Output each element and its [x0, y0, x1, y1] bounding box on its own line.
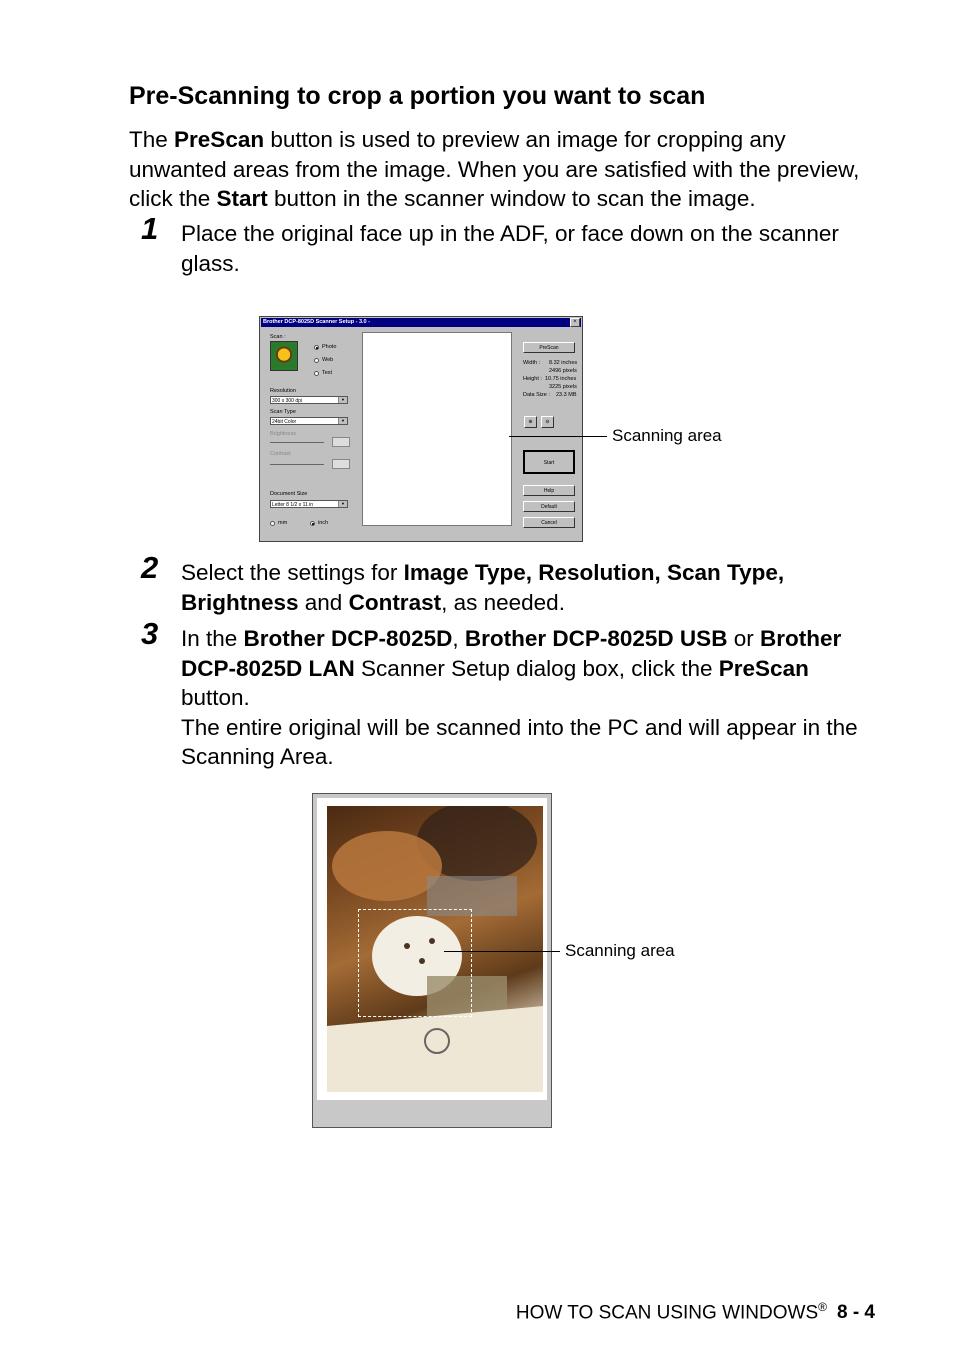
docsize-select[interactable]: Letter 8 1/2 x 11 in ▼	[270, 500, 348, 508]
chevron-down-icon: ▼	[338, 418, 347, 424]
datasize-value: 23.3 MB	[556, 392, 577, 398]
crop-selection-box[interactable]	[358, 909, 472, 1017]
radio-mm-label: mm	[278, 520, 288, 526]
step-3-text: In the Brother DCP-8025D, Brother DCP-8025D USB or Brother DCP-8025D LAN Scanner Setup dialog box, click the PreScan button. The entire original will be scanned into the PC and will appear in the Scanning Area.	[181, 626, 858, 769]
prescan-button[interactable]: PreScan	[523, 342, 575, 353]
scanning-area[interactable]	[362, 332, 512, 526]
section-title: Pre-Scanning to crop a portion you want to scan	[129, 82, 706, 110]
sunflower-icon	[270, 341, 298, 371]
chevron-down-icon: ▼	[338, 501, 347, 507]
resolution-label: Resolution	[270, 388, 296, 394]
step-1-number: 1	[141, 211, 159, 246]
step-1-text: Place the original face up in the ADF, or face down on the scanner glass.	[181, 221, 839, 276]
step-2-number: 2	[141, 550, 159, 585]
cancel-button[interactable]: Cancel	[523, 517, 575, 528]
zoom-in-icon[interactable]: ⊕	[524, 416, 537, 428]
dialog-title-bar: Brother DCP-8025D Scanner Setup - 3.0 -	[261, 318, 581, 327]
radio-inch-label: inch	[318, 520, 329, 526]
step-3-number: 3	[141, 616, 159, 651]
width-inches: 8.32 inches	[549, 360, 578, 366]
scan-label: Scan :	[270, 334, 286, 340]
docsize-label: Document Size	[270, 491, 308, 497]
radio-web[interactable]	[314, 358, 319, 363]
radio-mm[interactable]	[270, 521, 275, 526]
scantype-select[interactable]: 24bit Color ▼	[270, 417, 348, 425]
brightness-slider[interactable]	[270, 442, 324, 443]
prescan-preview	[312, 793, 552, 1128]
radio-text-label: Text	[322, 370, 333, 376]
height-label: Height :	[523, 376, 542, 382]
intro-paragraph: The PreScan button is used to preview an image for cropping any unwanted areas from the image. When you are satisfied with the preview, click the Start button in the scanner window to scan the image.	[129, 127, 860, 211]
scanned-photo	[327, 806, 543, 1092]
help-button[interactable]: Help	[523, 485, 575, 496]
width-pixels: 2496 pixels	[549, 368, 577, 374]
zoom-out-icon[interactable]: ⊖	[541, 416, 554, 428]
chevron-down-icon: ▼	[338, 397, 347, 403]
callout-line-2	[444, 951, 560, 952]
brightness-label: Brightness	[270, 431, 296, 437]
width-label: Width :	[523, 360, 541, 366]
scantype-label: Scan Type	[270, 409, 296, 415]
default-button[interactable]: Default	[523, 501, 575, 512]
resolution-select[interactable]: 300 x 300 dpi ▼	[270, 396, 348, 404]
radio-text[interactable]	[314, 371, 319, 376]
brightness-value-box[interactable]	[332, 437, 350, 447]
radio-photo-label: Photo	[322, 344, 337, 350]
page-footer: HOW TO SCAN USING WINDOWS® 8 - 4	[515, 1300, 875, 1324]
callout-line-1	[509, 436, 607, 437]
contrast-label: Contrast	[270, 451, 291, 457]
radio-web-label: Web	[322, 357, 334, 363]
callout-scanning-area-1: Scanning area	[612, 426, 722, 445]
height-inches: 10.75 inches	[545, 376, 577, 382]
close-icon[interactable]: ×	[570, 318, 580, 327]
callout-scanning-area-2: Scanning area	[565, 941, 675, 960]
preview-area	[317, 798, 547, 1100]
contrast-value-box[interactable]	[332, 459, 350, 469]
step-2-text: Select the settings for Image Type, Resolution, Scan Type, Brightness and Contrast, as needed.	[181, 560, 785, 615]
datasize-label: Data Size :	[523, 392, 550, 398]
radio-photo[interactable]	[314, 345, 319, 350]
height-pixels: 3225 pixels	[549, 384, 577, 390]
page-number: 8 - 4	[836, 1302, 875, 1324]
scanner-setup-dialog	[259, 316, 583, 542]
contrast-slider[interactable]	[270, 464, 324, 465]
start-button[interactable]: Start	[523, 450, 575, 474]
radio-inch[interactable]	[310, 521, 315, 526]
